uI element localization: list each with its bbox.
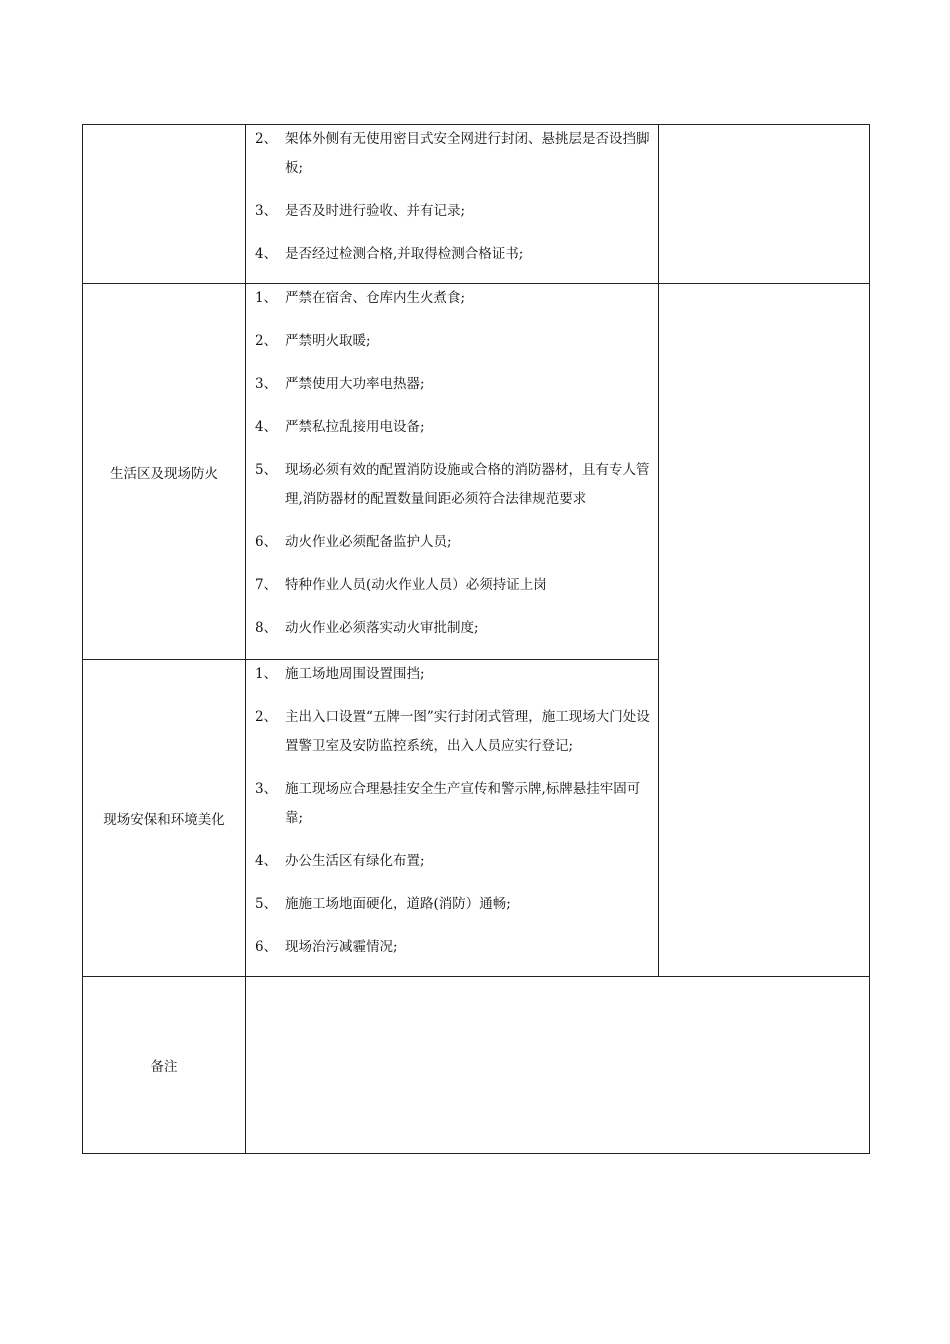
item-number: 7、 — [255, 577, 278, 593]
list-item — [246, 890, 658, 919]
section-label-cell — [83, 660, 246, 977]
item-text: 施施工场地面硬化，道路(消防）通畅; — [285, 896, 511, 912]
section-label-cell — [83, 125, 246, 284]
remarks-label-cell — [83, 977, 246, 1154]
list-item — [246, 775, 658, 833]
list-item — [246, 240, 658, 269]
item-number: 3、 — [255, 376, 278, 392]
section-label: 现场安保和环境美化 — [103, 812, 225, 828]
list-item — [246, 197, 658, 226]
list-item — [246, 284, 658, 313]
item-text: 是否经过检测合格,并取得检测合格证书; — [285, 246, 524, 262]
item-number: 8、 — [255, 620, 278, 636]
item-text: 架体外侧有无使用密目式安全网进行封闭、悬挑层是否设挡脚板; — [285, 131, 650, 176]
item-text: 严禁私拉乱接用电设备; — [285, 419, 425, 435]
item-text: 现场必须有效的配置消防设施或合格的消防器材，且有专人管理,消防器材的配置数量间距必须符合法律规范要求 — [285, 462, 650, 507]
list-item — [246, 933, 658, 962]
item-number: 6、 — [255, 939, 278, 955]
remarks-value-cell[interactable] — [246, 977, 870, 1154]
item-text: 严禁使用大功率电热器; — [285, 376, 425, 392]
item-text: 动火作业必须配备监护人员; — [285, 534, 452, 550]
item-text: 严禁明火取暖; — [285, 333, 371, 349]
inspection-table — [82, 124, 870, 1154]
section-result-cell — [659, 125, 870, 284]
list-item — [246, 413, 658, 442]
table-row-remarks — [83, 977, 870, 1154]
item-number: 4、 — [255, 246, 278, 262]
item-number: 3、 — [255, 781, 278, 797]
section-result-cell — [659, 284, 870, 977]
item-number: 5、 — [255, 896, 278, 912]
item-number: 4、 — [255, 853, 278, 869]
item-number: 2、 — [255, 709, 278, 725]
section-content-cell — [246, 284, 659, 660]
section-content-cell — [246, 125, 659, 284]
item-text: 动火作业必须落实动火审批制度; — [285, 620, 479, 636]
list-item — [246, 571, 658, 600]
list-item — [246, 125, 658, 183]
list-item — [246, 614, 658, 643]
item-number: 2、 — [255, 131, 278, 147]
item-text: 是否及时进行验收、并有记录; — [285, 203, 466, 219]
item-text: 施工场地周围设置围挡; — [285, 666, 425, 682]
list-item — [246, 847, 658, 876]
list-item — [246, 528, 658, 557]
item-number: 1、 — [255, 666, 278, 682]
item-number: 4、 — [255, 419, 278, 435]
list-item — [246, 327, 658, 356]
item-text: 严禁在宿舍、仓库内生火煮食; — [285, 290, 466, 306]
item-text: 办公生活区有绿化布置; — [285, 853, 425, 869]
item-number: 6、 — [255, 534, 278, 550]
remarks-label: 备注 — [150, 1059, 178, 1075]
list-item — [246, 660, 658, 689]
item-text: 施工现场应合理悬挂安全生产宣传和警示牌,标牌悬挂牢固可靠; — [285, 781, 641, 826]
item-number: 5、 — [255, 462, 278, 478]
section-content-cell — [246, 660, 659, 977]
item-text: 主出入口设置“五牌一图”实行封闭式管理，施工现场大门处设置警卫室及安防监控系统，出入人员应实行登记; — [285, 709, 650, 754]
list-item — [246, 370, 658, 399]
table-row-fire-prevention — [83, 284, 870, 660]
section-label-cell — [83, 284, 246, 660]
section-label: 生活区及现场防火 — [110, 465, 218, 482]
list-item — [246, 703, 658, 761]
item-number: 3、 — [255, 203, 278, 219]
item-text: 特种作业人员(动火作业人员）必须持证上岗 — [285, 577, 547, 593]
item-text: 现场治污减霾情况; — [285, 939, 398, 955]
item-number: 1、 — [255, 290, 278, 306]
table-row-scaffold — [83, 125, 870, 284]
list-item — [246, 456, 658, 514]
item-number: 2、 — [255, 333, 278, 349]
